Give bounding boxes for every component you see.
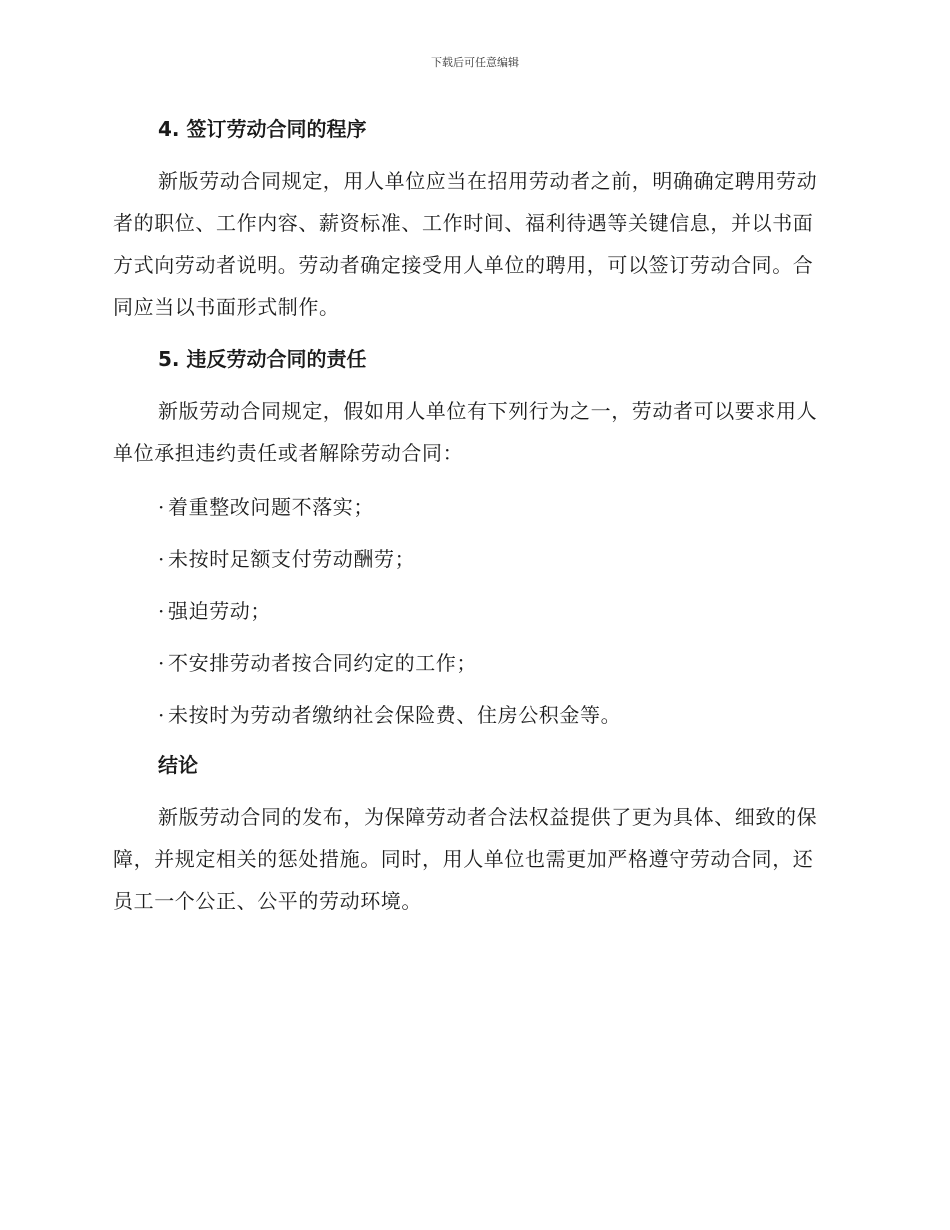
list-item-text: 未按时足额支付劳动酬劳； (168, 547, 416, 571)
list-item-text: 未按时为劳动者缴纳社会保险费、住房公积金等。 (168, 703, 622, 727)
list-item-text: 强迫劳动； (168, 599, 271, 623)
list-item (113, 642, 831, 694)
list-item-text: 不安排劳动者按合同约定的工作； (168, 651, 477, 675)
bullet-marker: · (158, 599, 165, 623)
paragraph-signing-procedure: 新版劳动合同规定，用人单位应当在招用劳动者之前，明确确定聘用劳动者的职位、工作内容、薪资标准、工作时间、福利待遇等关键信息，并以书面方式向劳动者说明。劳动者确定接受用人单位的聘用，可以签订劳动合同。合同应当以书面形式制作。 (113, 169, 818, 319)
breach-behaviors-list (113, 486, 831, 746)
paragraph-breach-liability: 新版劳动合同规定，假如用人单位有下列行为之一，劳动者可以要求用人单位承担违约责任或者解除劳动合同： (113, 399, 818, 465)
list-item (113, 486, 831, 538)
page-header: 下载后可任意编辑 (431, 56, 519, 69)
bullet-marker: · (158, 651, 165, 675)
document-body (113, 110, 831, 922)
bullet-marker: · (158, 547, 165, 571)
paragraph-conclusion: 新版劳动合同的发布，为保障劳动者合法权益提供了更为具体、细致的保障，并规定相关的惩处措施。同时，用人单位也需更加严格遵守劳动合同，还员工一个公正、公平的劳动环境。 (113, 805, 818, 913)
section-heading-signing-procedure: 4. 签订劳动合同的程序 (158, 117, 367, 141)
section-heading-conclusion: 结论 (158, 753, 198, 777)
list-item (113, 590, 831, 642)
bullet-marker: · (158, 495, 165, 519)
section-heading-breach-liability: 5. 违反劳动合同的责任 (158, 347, 367, 371)
list-item (113, 694, 831, 746)
list-item-text: 着重整改问题不落实； (168, 495, 374, 519)
bullet-marker: · (158, 703, 165, 727)
list-item (113, 538, 831, 590)
